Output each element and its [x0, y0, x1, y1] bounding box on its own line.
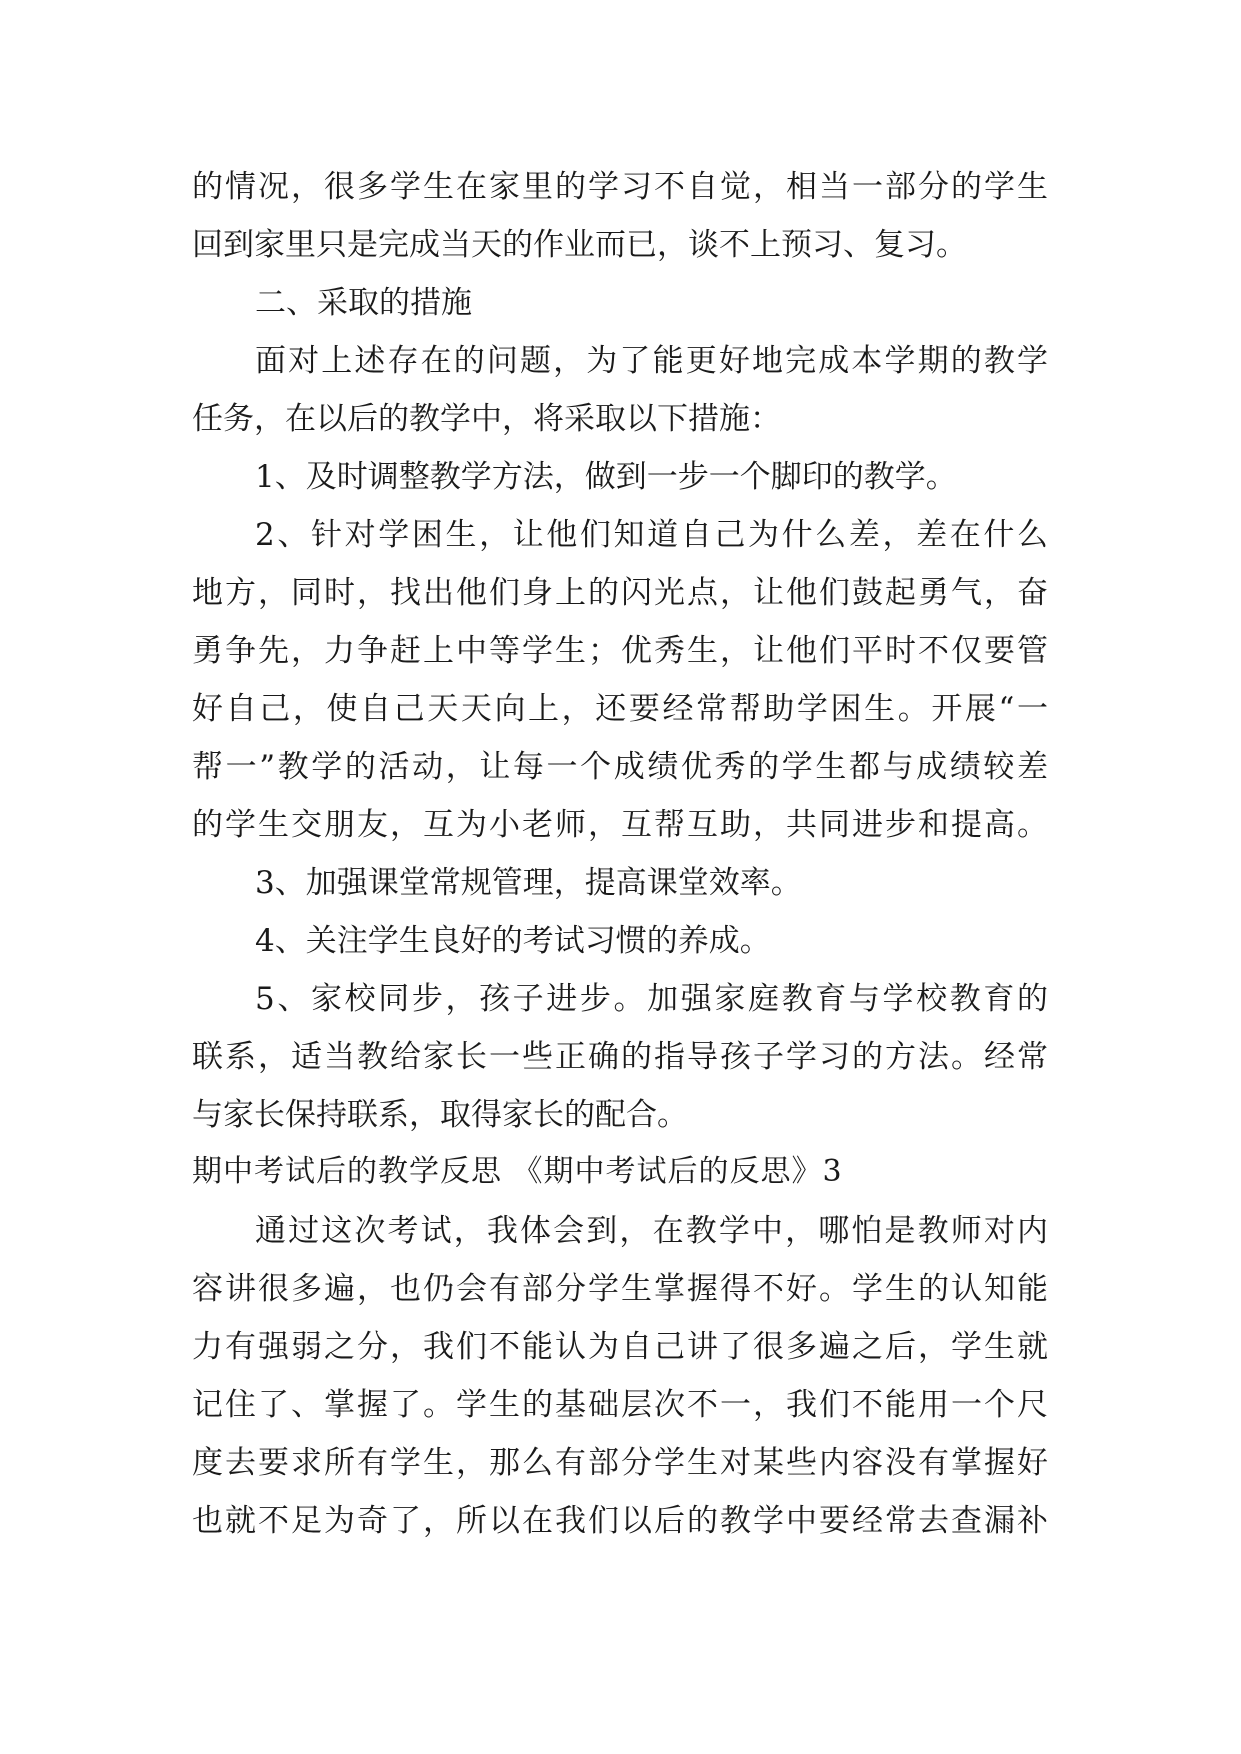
- text-line: 的学生交朋友，互为小老师，互帮互助，共同进步和提高。: [192, 807, 1048, 843]
- text-line: 力有强弱之分，我们不能认为自己讲了很多遍之后，学生就: [192, 1329, 1048, 1365]
- list-item: 5、家校同步，孩子进步。加强家庭教育与学校教育的: [255, 981, 1048, 1017]
- text-line: 地方，同时，找出他们身上的闪光点，让他们鼓起勇气，奋: [192, 575, 1048, 611]
- text-line: 回到家里只是完成当天的作业而已，谈不上预习、复习。: [192, 227, 967, 263]
- text-line: 的情况，很多学生在家里的学习不自觉，相当一部分的学生: [192, 169, 1048, 205]
- text-line: 记住了、掌握了。学生的基础层次不一，我们不能用一个尺: [192, 1387, 1048, 1423]
- text-line: 也就不足为奇了，所以在我们以后的教学中要经常去查漏补: [192, 1503, 1048, 1539]
- list-item: 2、针对学困生，让他们知道自己为什么差，差在什么: [255, 517, 1048, 553]
- text-line: 任务，在以后的教学中，将采取以下措施：: [192, 401, 781, 437]
- text-line: 通过这次考试，我体会到，在教学中，哪怕是教师对内: [255, 1213, 1048, 1249]
- text-line: 勇争先，力争赶上中等学生；优秀生，让他们平时不仅要管: [192, 633, 1048, 669]
- text-line: 容讲很多遍，也仍会有部分学生掌握得不好。学生的认知能: [192, 1271, 1048, 1307]
- text-line: 度去要求所有学生，那么有部分学生对某些内容没有掌握好: [192, 1445, 1048, 1481]
- text-line: 帮一”教学的活动，让每一个成绩优秀的学生都与成绩较差: [192, 749, 1048, 785]
- section-heading: 二、采取的措施: [255, 285, 472, 321]
- text-line: 好自己，使自己天天向上，还要经常帮助学困生。开展“一: [192, 691, 1048, 727]
- list-item: 3、加强课堂常规管理，提高课堂效率。: [255, 865, 802, 901]
- text-line: 联系，适当教给家长一些正确的指导孩子学习的方法。经常: [192, 1039, 1048, 1075]
- text-line: 面对上述存在的问题，为了能更好地完成本学期的教学: [255, 343, 1048, 379]
- list-item: 1、及时调整教学方法，做到一步一个脚印的教学。: [255, 459, 957, 495]
- list-item: 4、关注学生良好的考试习惯的养成。: [255, 923, 771, 959]
- text-line: 与家长保持联系，取得家长的配合。: [192, 1097, 688, 1133]
- article-title: 期中考试后的教学反思 《期中考试后的反思》3: [192, 1154, 843, 1189]
